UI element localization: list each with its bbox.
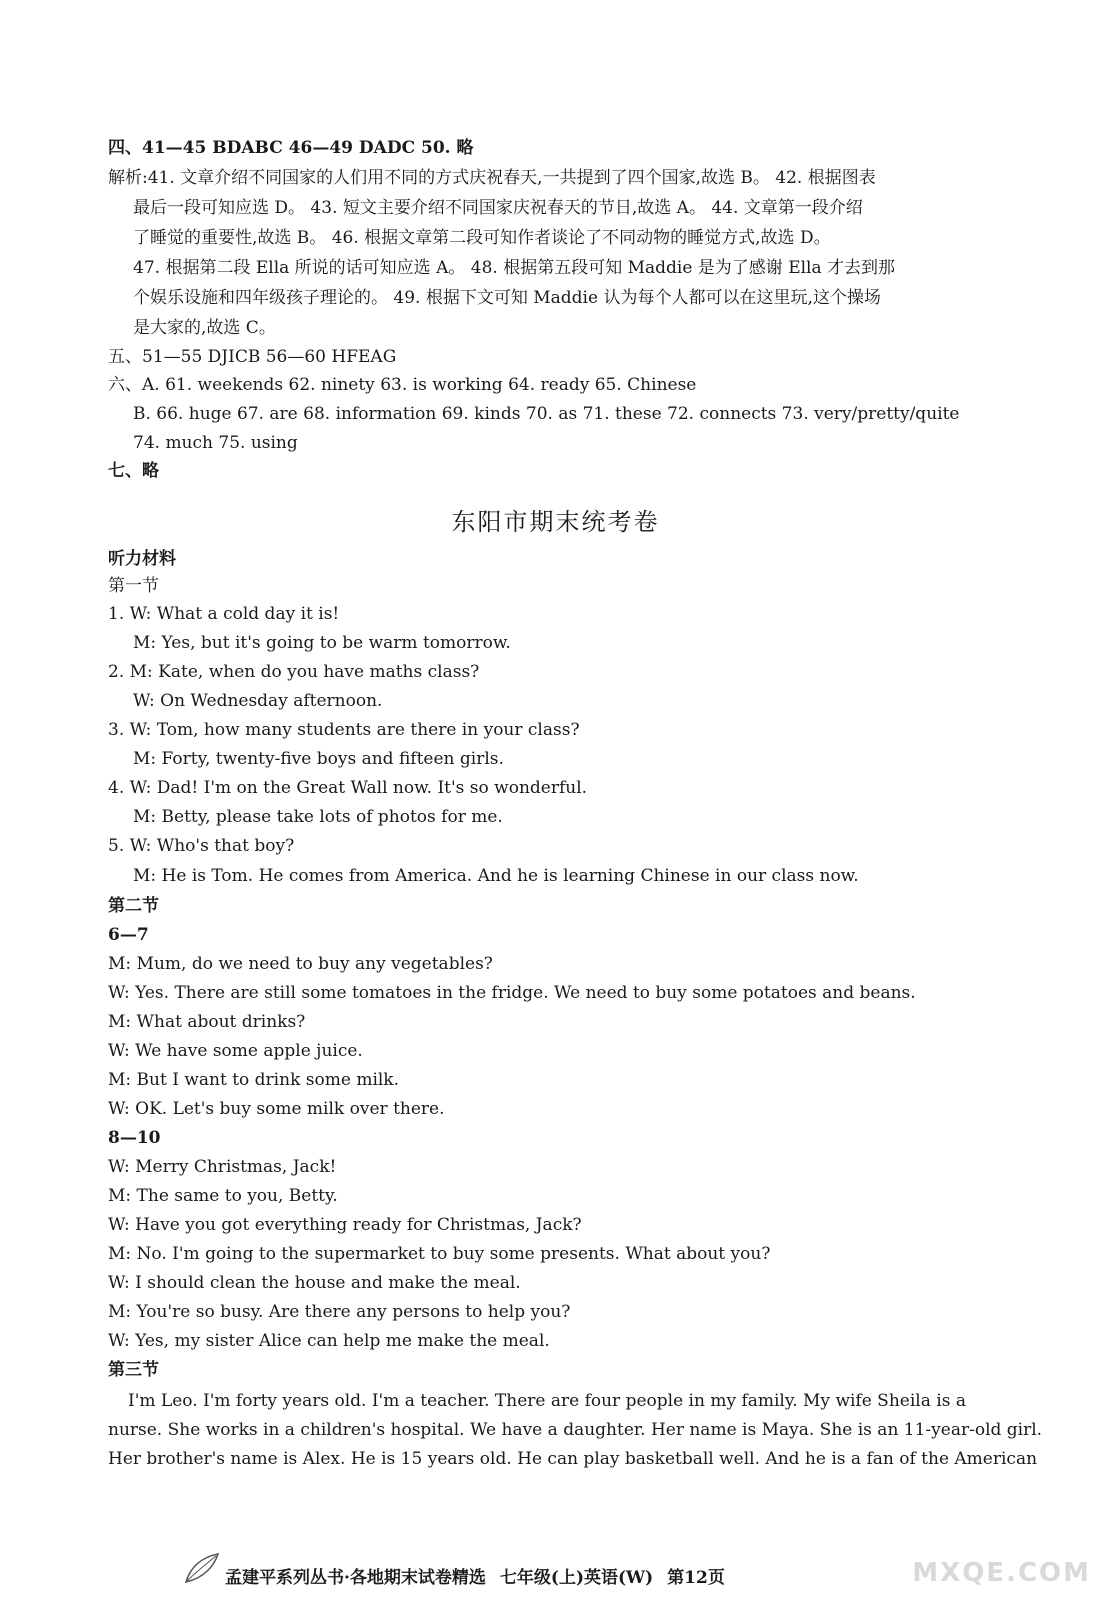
part1-heading: 第一节 [108, 576, 159, 596]
dialogue-line: W: On Wednesday afternoon. [133, 691, 383, 711]
analysis-line: 解析:41. 文章介绍不同国家的人们用不同的方式庆祝春天,一共提到了四个国家,故选 B。 42. 根据图表 [108, 168, 876, 188]
dialogue-line: W: Merry Christmas, Jack! [108, 1157, 337, 1177]
analysis-line: 47. 根据第二段 Ella 所说的话可知应选 A。 48. 根据第五段可知 Maddie 是为了感谢 Ella 才去到那 [133, 258, 896, 278]
passage-line: nurse. She works in a children's hospital. We have a daughter. Her name is Maya. She is an 11-year-old girl. [108, 1420, 1043, 1440]
dialogue-line: 1. W: What a cold day it is! [108, 604, 340, 624]
dialogue-line: W: OK. Let's buy some milk over there. [108, 1099, 445, 1119]
dialogue-line: 2. M: Kate, when do you have maths class? [108, 662, 480, 682]
analysis-line: 是大家的,故选 C。 [133, 318, 276, 338]
dialogue-line: W: Yes. There are still some tomatoes in the fridge. We need to buy some potatoes and beans. [108, 983, 916, 1003]
dialogue-line: W: Yes, my sister Alice can help me make the meal. [108, 1331, 550, 1351]
dialogue-line: M: But I want to drink some milk. [108, 1070, 400, 1090]
dialogue-line: W: I should clean the house and make the meal. [108, 1273, 521, 1293]
footer-book: ·各地期末试卷精选 [344, 1568, 486, 1588]
dialogue-line: 3. W: Tom, how many students are there in your class? [108, 720, 580, 740]
question-range: 6—7 [108, 925, 149, 945]
part2-heading: 第二节 [108, 896, 159, 916]
analysis-line: 了睡觉的重要性,故选 B。 46. 根据文章第二段可知作者谈论了不同动物的睡觉方式,故选 D。 [133, 228, 831, 248]
question-range: 8—10 [108, 1128, 161, 1148]
dialogue-line: M: Betty, please take lots of photos for me. [133, 807, 503, 827]
exam-title: 东阳市期末统考卷 [451, 508, 660, 536]
analysis-line: 最后一段可知应选 D。 43. 短文主要介绍不同国家庆祝春天的节日,故选 A。 44. 文章第一段介绍 [133, 198, 863, 218]
section4-answers: 四、41—45 BDABC 46—49 DADC 50. 略 [108, 138, 474, 158]
dialogue-line: M: The same to you, Betty. [108, 1186, 338, 1206]
section6-b-answers: B. 66. huge 67. are 68. information 69. kinds 70. as 71. these 72. connects 73. very/pretty/quite [133, 404, 960, 424]
dialogue-line: M: Forty, twenty-five boys and fifteen girls. [133, 749, 504, 769]
leaf-logo-icon [182, 1548, 222, 1588]
dialogue-line: M: No. I'm going to the supermarket to buy some presents. What about you? [108, 1244, 771, 1264]
dialogue-line: W: We have some apple juice. [108, 1041, 363, 1061]
section6-b-answers-cont: 74. much 75. using [133, 433, 298, 453]
footer-series: 孟建平系列丛书 [225, 1568, 344, 1588]
dialogue-line: 4. W: Dad! I'm on the Great Wall now. It's so wonderful. [108, 778, 588, 798]
analysis-line: 个娱乐设施和四年级孩子理论的。 49. 根据下文可知 Maddie 认为每个人都可以在这里玩,这个操场 [133, 288, 881, 308]
dialogue-line: W: Have you got everything ready for Christmas, Jack? [108, 1215, 582, 1235]
page-footer [225, 1563, 739, 1588]
dialogue-line: M: Yes, but it's going to be warm tomorrow. [133, 633, 511, 653]
footer-page-number: 第12页 [667, 1568, 725, 1588]
section5-answers: 五、51—55 DJICB 56—60 HFEAG [108, 347, 397, 367]
dialogue-line: M: Mum, do we need to buy any vegetables? [108, 954, 493, 974]
dialogue-line: M: He is Tom. He comes from America. And he is learning Chinese in our class now. [133, 866, 859, 886]
part3-heading: 第三节 [108, 1360, 159, 1380]
dialogue-line: 5. W: Who's that boy? [108, 836, 295, 856]
section6-a-answers: 六、A. 61. weekends 62. ninety 63. is working 64. ready 65. Chinese [108, 375, 697, 395]
footer-grade: 七年级(上)英语(W) [499, 1568, 654, 1588]
dialogue-line: M: What about drinks? [108, 1012, 306, 1032]
listening-heading: 听力材料 [108, 549, 176, 569]
passage-line: Her brother's name is Alex. He is 15 years old. He can play basketball well. And he is a fan of the American [108, 1449, 1038, 1469]
passage-line: I'm Leo. I'm forty years old. I'm a teacher. There are four people in my family. My wife Sheila is a [128, 1391, 966, 1411]
section7-answers: 七、略 [108, 461, 159, 481]
dialogue-line: M: You're so busy. Are there any persons to help you? [108, 1302, 571, 1322]
watermark-text: MXQE.COM [912, 1558, 1091, 1588]
